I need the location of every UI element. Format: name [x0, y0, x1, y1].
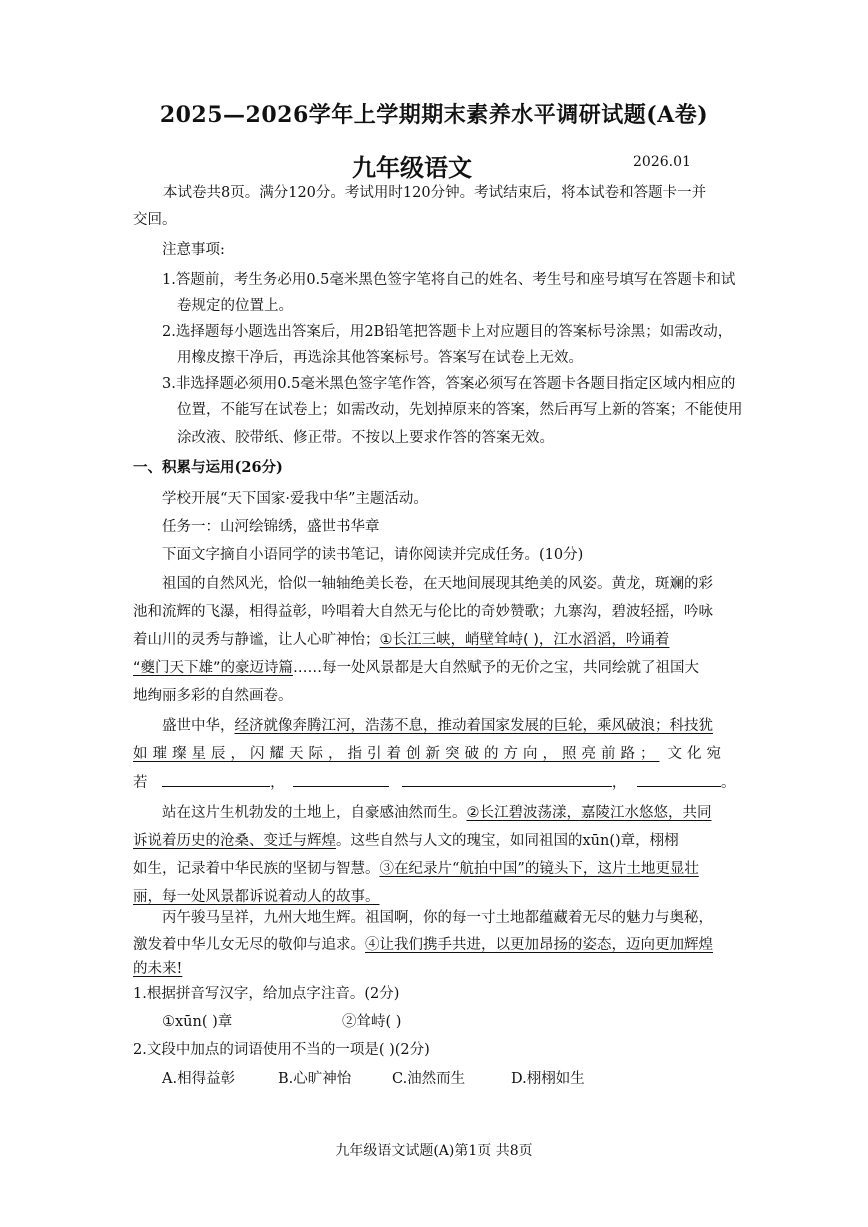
note-3-line-1: 3.非选择题必须用0.5毫米黑色签字笔作答，答案必须写在答题卡各题目指定区域内相应的: [162, 376, 736, 392]
note-2-line-1: 2.选择题每小题选出答案后，用2B铅笔把答题卡上对应题目的答案标号涂黑；如需改动，: [162, 324, 733, 340]
page-footer: 九年级语文试题(A)第1页 共8页: [335, 1143, 533, 1159]
activity-line: 学校开展“天下国家·爱我中华”主题活动。: [162, 491, 428, 507]
passage-p2-line-2: [133, 744, 726, 764]
passage-p1-line-4b: ……每一处风景都是大自然赋予的无价之宝，共同绘就了祖国大: [293, 660, 700, 676]
option-d[interactable]: D.栩栩如生: [511, 1071, 585, 1087]
sentence-4-underlined-cont: 的未来!: [133, 961, 183, 977]
sentence-1-underlined: ①长江三峡，峭壁耸峙( )，江水滔滔，吟诵着: [379, 632, 670, 648]
sentence-3-underlined: ③在纪录片“航拍中国”的镜头下，这片土地更显壮: [379, 861, 699, 877]
option-b[interactable]: B.心旷神怡: [278, 1071, 352, 1087]
passage-p3-line-4: [133, 887, 380, 907]
passage-p3-line-3: [133, 859, 699, 879]
blank-period: 。: [720, 775, 736, 791]
passage-p2-line-3: [133, 772, 735, 793]
passage-p1-line-1: 祖国的自然风光，恰似一轴轴绝美长卷，在天地间展现其绝美的风姿。黄龙，斑斓的彩: [162, 576, 713, 592]
intro-line-2: 交回。: [133, 212, 177, 228]
passage-p1-line-2: 池和流辉的飞瀑，相得益彰，吟唱着大自然无与伦比的奇妙赞歌；九寨沟，碧波轻摇，吟咏: [133, 604, 713, 620]
parallel-sentence-underlined: 经济就像奔腾江河，浩荡不息，推动着国家发展的巨轮，乘风破浪；科技犹: [234, 718, 713, 734]
passage-p4-line-1: 丙午骏马呈祥，九州大地生辉。祖国啊，你的每一寸土地都蕴藏着无尽的魅力与奥秘，: [162, 910, 713, 926]
exam-date: 2026.01: [633, 154, 691, 170]
passage-p2-line-1a: 盛世中华，: [162, 718, 235, 734]
fill-blank-4[interactable]: [637, 772, 721, 787]
passage-p3-line-1a: 站在这片生机勃发的土地上，自豪感油然而生。: [162, 805, 467, 821]
option-a[interactable]: A.相得益彰: [162, 1071, 236, 1087]
question-2: 2.文段中加点的词语使用不当的一项是( )(2分): [133, 1042, 430, 1058]
passage-p2-line-1: [162, 716, 713, 736]
intro-line-1: 本试卷共8页。满分120分。考试用时120分钟。考试结束后，将本试卷和答题卡一并: [163, 185, 707, 201]
note-1-line-2: 卷规定的位置上。: [177, 298, 293, 314]
note-2-line-2: 用橡皮擦干净后，再选涂其他答案标号。答案写在试卷上无效。: [177, 350, 583, 366]
passage-p1-line-5: 地绚丽多彩的自然画卷。: [133, 688, 293, 704]
sentence-4-underlined: ④让我们携手共进，以更加昂扬的姿态，迈向更加辉煌: [365, 937, 713, 953]
passage-p4-line-3: [133, 959, 182, 979]
passage-p1-line-3: [133, 630, 669, 650]
fill-blank-2[interactable]: [293, 772, 389, 787]
task-1-title: 任务一：山河绘锦绣，盛世书华章: [162, 519, 380, 535]
sentence-2-underlined: ②长江碧波荡漾，嘉陵江水悠悠，共同: [466, 805, 712, 821]
passage-p2-line-3a: 若: [133, 775, 148, 791]
note-1-line-1: 1.答题前，考生务必用0.5毫米黑色签字笔将自己的姓名、考生号和座号填写在答题卡和试: [162, 272, 736, 288]
blank-comma-2: ，: [611, 775, 627, 791]
task-instruction: 下面文字摘自小语同学的读书笔记，请你阅读并完成任务。(10分): [162, 547, 584, 563]
passage-p1-line-4: [133, 658, 699, 678]
note-3-line-3: 涂改液、胶带纸、修正带。不按以上要求作答的答案无效。: [177, 430, 554, 446]
passage-p2-line-2b: 文化宛: [667, 746, 726, 762]
subject-title: 九年级语文: [352, 153, 472, 182]
sentence-1-underlined-cont: “夔门天下雄”的豪迈诗篇: [133, 660, 294, 676]
passage-p3-line-2: [133, 831, 679, 851]
fill-blank-1[interactable]: [162, 772, 270, 787]
section-1-heading: 一、积累与运用(26分): [133, 459, 283, 476]
sentence-3-underlined-cont: 丽，每一处风景都诉说着动人的故事。: [133, 889, 380, 905]
question-1-part-a[interactable]: ①xūn( )章: [162, 1014, 233, 1030]
blank-comma-1: ，: [270, 775, 285, 791]
passage-p3-line-3a: 如生，记录着中华民族的坚韧与智慧。: [133, 861, 380, 877]
question-1: 1.根据拼音写汉字，给加点字注音。(2分): [133, 986, 400, 1002]
note-3-line-2: 位置，不能写在试卷上；如需改动，先划掉原来的答案，然后再写上新的答案；不能使用: [177, 402, 743, 418]
option-c[interactable]: C.油然而生: [392, 1071, 466, 1087]
fill-blank-3[interactable]: [402, 772, 612, 787]
passage-p3-line-1: [162, 803, 712, 823]
exam-title: 2025—2026学年上学期期末素养水平调研试题(A卷): [159, 102, 709, 128]
passage-p1-line-3a: 着山川的灵秀与静谧，让人心旷神怡；: [133, 632, 380, 648]
sentence-2-underlined-cont: 诉说着历史的沧桑、变迁与辉煌: [133, 833, 336, 849]
notes-heading: 注意事项:: [162, 242, 225, 258]
question-1-part-b[interactable]: ②耸峙( ): [342, 1014, 402, 1030]
passage-p4-line-2a: 激发着中华儿女无尽的敬仰与追求。: [133, 937, 365, 953]
parallel-sentence-underlined-cont: 如璀璨星辰，闪耀天际，指引着创新突破的方向，照亮前路；: [133, 746, 660, 762]
passage-p3-line-2b: 。这些自然与人文的瑰宝，如同祖国的xūn()章，栩栩: [336, 833, 679, 849]
passage-p4-line-2: [133, 935, 713, 955]
